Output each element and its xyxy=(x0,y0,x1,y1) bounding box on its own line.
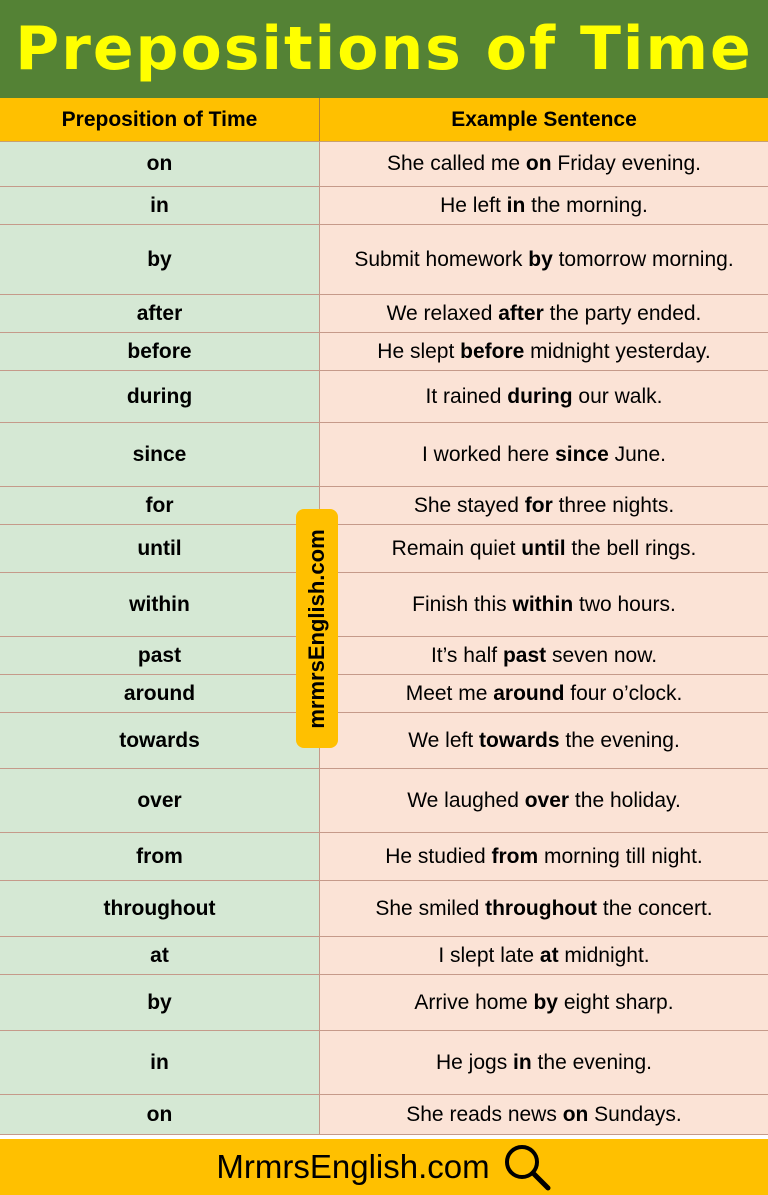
example-preposition: before xyxy=(460,339,525,363)
table-row xyxy=(0,881,768,937)
example-text-after: three nights. xyxy=(552,493,675,517)
page-title: Prepositions of Time xyxy=(15,14,753,84)
watermark-text: mrmrsEnglish.com xyxy=(304,528,329,729)
preposition-cell: over xyxy=(0,769,320,832)
example-text-after: Sundays. xyxy=(588,1102,682,1126)
example-text-before: Submit homework xyxy=(354,247,529,271)
table-row xyxy=(0,1095,768,1135)
example-preposition: in xyxy=(506,193,526,217)
example-sentence xyxy=(406,679,683,709)
example-sentence xyxy=(406,1100,682,1130)
table-row xyxy=(0,371,768,423)
example-text-after: tomorrow morning. xyxy=(552,247,734,271)
example-preposition: during xyxy=(507,384,573,408)
example-cell xyxy=(320,1095,768,1134)
example-cell xyxy=(320,295,768,332)
example-cell xyxy=(320,371,768,422)
example-sentence xyxy=(392,534,697,564)
table-row xyxy=(0,675,768,713)
example-cell xyxy=(320,525,768,572)
table-row xyxy=(0,937,768,975)
example-sentence xyxy=(375,894,712,924)
example-text-before: Finish this xyxy=(412,592,513,616)
preposition-cell: on xyxy=(0,142,320,186)
example-cell xyxy=(320,225,768,294)
example-cell xyxy=(320,423,768,486)
example-sentence xyxy=(412,590,676,620)
example-cell xyxy=(320,975,768,1030)
example-sentence xyxy=(387,149,701,179)
preposition-cell: in xyxy=(0,1031,320,1094)
example-cell xyxy=(320,573,768,636)
header-preposition: Preposition of Time xyxy=(0,98,320,141)
table-row xyxy=(0,975,768,1031)
table-header xyxy=(0,98,768,142)
preposition-cell: for xyxy=(0,487,320,524)
example-text-after: the bell rings. xyxy=(565,536,697,560)
preposition-cell: past xyxy=(0,637,320,674)
example-sentence xyxy=(438,941,649,971)
example-cell xyxy=(320,333,768,370)
preposition-cell: from xyxy=(0,833,320,880)
example-text-after: morning till night. xyxy=(538,844,703,868)
example-sentence xyxy=(422,440,666,470)
example-text-before: We left xyxy=(408,728,480,752)
preposition-cell: during xyxy=(0,371,320,422)
example-preposition: from xyxy=(491,844,539,868)
table-row xyxy=(0,295,768,333)
title-bar xyxy=(0,0,768,98)
preposition-cell: towards xyxy=(0,713,320,768)
example-preposition: in xyxy=(513,1050,532,1074)
table-row xyxy=(0,423,768,487)
example-cell xyxy=(320,833,768,880)
example-sentence xyxy=(387,299,702,329)
example-preposition: over xyxy=(524,788,570,812)
preposition-cell: throughout xyxy=(0,881,320,936)
example-sentence xyxy=(426,382,663,412)
example-text-after: midnight. xyxy=(558,943,650,967)
example-preposition: since xyxy=(555,442,609,466)
example-cell xyxy=(320,881,768,936)
example-sentence xyxy=(385,842,702,872)
example-preposition: within xyxy=(512,592,574,616)
table-row xyxy=(0,637,768,675)
example-cell xyxy=(320,769,768,832)
example-text-before: Remain quiet xyxy=(391,536,522,560)
table-row xyxy=(0,525,768,573)
example-text-after: two hours. xyxy=(573,592,676,616)
example-text-after: the party ended. xyxy=(543,301,702,325)
prepositions-table xyxy=(0,142,768,1139)
example-cell xyxy=(320,487,768,524)
table-row xyxy=(0,769,768,833)
example-preposition: by xyxy=(528,247,553,271)
example-sentence xyxy=(354,245,733,275)
example-cell xyxy=(320,675,768,712)
preposition-cell: before xyxy=(0,333,320,370)
search-icon xyxy=(502,1143,552,1191)
example-text-after: four o’clock. xyxy=(564,681,683,705)
preposition-cell: by xyxy=(0,225,320,294)
example-text-before: It rained xyxy=(425,384,508,408)
example-sentence xyxy=(414,491,674,521)
example-preposition: at xyxy=(539,943,559,967)
table-row xyxy=(0,225,768,295)
example-text-before: He studied xyxy=(385,844,492,868)
example-sentence xyxy=(436,1048,652,1078)
example-preposition: by xyxy=(533,990,558,1014)
example-preposition: for xyxy=(524,493,553,517)
example-text-before: We relaxed xyxy=(386,301,499,325)
footer-text: MrmrsEnglish.com xyxy=(216,1148,490,1185)
example-sentence xyxy=(431,641,657,671)
preposition-cell: in xyxy=(0,187,320,224)
example-sentence xyxy=(440,191,648,221)
table-row xyxy=(0,573,768,637)
example-sentence xyxy=(408,726,680,756)
example-cell xyxy=(320,637,768,674)
example-text-before: She called me xyxy=(387,152,526,175)
example-preposition: towards xyxy=(479,728,560,752)
example-text-after: the morning. xyxy=(525,193,648,217)
example-text-after: the evening. xyxy=(531,1050,652,1074)
example-text-after: our walk. xyxy=(572,384,663,408)
example-text-before: We laughed xyxy=(407,788,525,812)
watermark-badge xyxy=(296,509,338,748)
example-preposition: until xyxy=(521,536,566,560)
example-text-before: Meet me xyxy=(405,681,494,705)
example-text-after: the concert. xyxy=(597,896,713,920)
example-text-before: It’s half xyxy=(430,643,503,667)
preposition-cell: after xyxy=(0,295,320,332)
example-sentence xyxy=(414,988,673,1018)
preposition-cell: on xyxy=(0,1095,320,1134)
preposition-cell: by xyxy=(0,975,320,1030)
example-text-before: I worked here xyxy=(422,442,556,466)
example-cell xyxy=(320,142,768,186)
example-preposition: on xyxy=(562,1102,589,1126)
example-text-before: She reads news xyxy=(406,1102,563,1126)
table-row xyxy=(0,142,768,187)
example-preposition: after xyxy=(498,301,544,325)
example-text-after: seven now. xyxy=(546,643,658,667)
example-text-before: Arrive home xyxy=(414,990,534,1014)
example-text-before: He slept xyxy=(377,339,461,363)
table-row xyxy=(0,833,768,881)
example-sentence xyxy=(377,337,710,367)
table-row xyxy=(0,187,768,225)
preposition-cell: since xyxy=(0,423,320,486)
example-cell xyxy=(320,1031,768,1094)
preposition-cell: at xyxy=(0,937,320,974)
example-cell xyxy=(320,187,768,224)
example-text-after: the evening. xyxy=(559,728,680,752)
example-preposition: throughout xyxy=(485,896,598,920)
preposition-cell: around xyxy=(0,675,320,712)
example-text-after: midnight yesterday. xyxy=(524,339,711,363)
example-preposition: around xyxy=(493,681,565,705)
example-sentence xyxy=(407,786,681,816)
example-text-after: the holiday. xyxy=(569,788,681,812)
table-row xyxy=(0,333,768,371)
preposition-cell: within xyxy=(0,573,320,636)
example-text-before: She stayed xyxy=(413,493,525,517)
example-text-before: He jogs xyxy=(436,1050,514,1074)
example-preposition: on xyxy=(525,152,552,175)
example-cell xyxy=(320,713,768,768)
example-text-before: She smiled xyxy=(375,896,486,920)
example-text-after: Friday evening. xyxy=(551,152,701,175)
example-text-before: He left xyxy=(440,193,507,217)
footer xyxy=(0,1139,768,1195)
preposition-cell: until xyxy=(0,525,320,572)
table-row xyxy=(0,713,768,769)
example-text-after: eight sharp. xyxy=(557,990,674,1014)
header-example: Example Sentence xyxy=(451,107,637,131)
example-cell xyxy=(320,937,768,974)
example-text-after: June. xyxy=(608,442,666,466)
table-row xyxy=(0,1031,768,1095)
example-preposition: past xyxy=(502,643,547,667)
example-text-before: I slept late xyxy=(438,943,540,967)
table-row xyxy=(0,487,768,525)
